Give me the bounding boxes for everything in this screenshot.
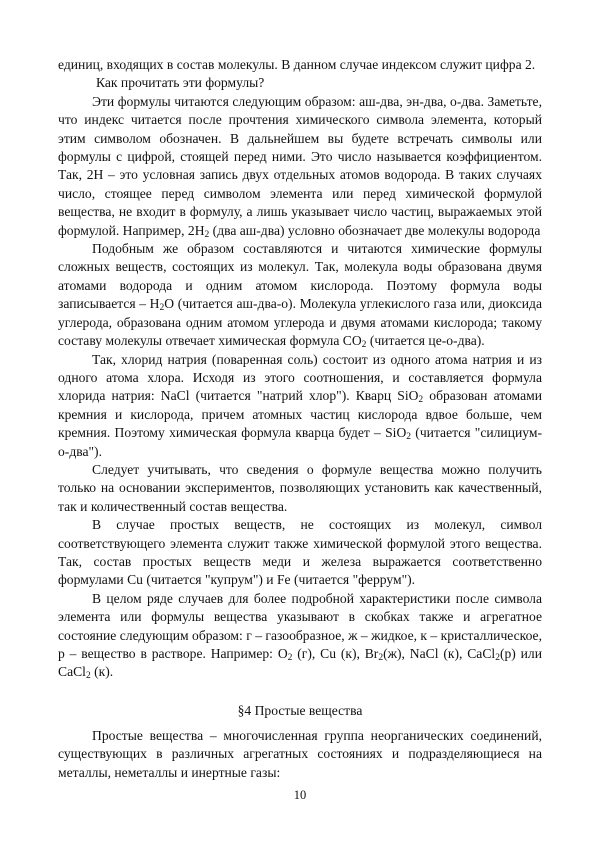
- paragraph-question: Как прочитать эти формулы?: [96, 75, 265, 91]
- page-number: 10: [293, 788, 307, 802]
- paragraph-1: единиц, входящих в состав молекулы. В данном случае индексом служит цифра 2.: [58, 57, 536, 72]
- section-paragraph: Простые вещества – многочисленная группа неорганических соединений, существующих в различных агрегатных состояниях и подразделяющиеся на металлы, неметаллы и инертные газы:: [58, 728, 542, 780]
- paragraph-sodium-chloride: Так, хлорид натрия (поваренная соль) состоит из одного атома натрия и из одного атома хлора. Исходя из этого соотношения, и составляется формула хлорида натрия: NaCl (читается "натрий хлор"). Кварц SiO$_2$ образован атомами кремния и кислорода, причем атомных частиц кислорода вдвое больше, чем кремния. Поэтому химическая формула кварца будет – SiO$_2$ (читается "силициум-о-два").: [58, 351, 542, 459]
- paragraph-complex-substances: Подобным же образом составляются и читаются химические формулы сложных веществ, состоящих из молекул. Так, молекула воды образована двумя атомами водорода и одним атомом кислорода. Поэтому формула воды записывается – $Н_2О$ (читается аш-два-о). Молекула углекислого газа или, диоксида углерода, образована одним атомом углерода и двумя атомами кислорода; такому составу молекулы отвечает химическая формула $СО_2$ (читается це-о-два).: [58, 241, 542, 351]
- paragraph-aggregate-state: В целом ряде случаев для более подробной характеристики после символа элемента или формулы вещества указывают в скобках также и агрегатное состояние следующим образом: г – газообразное, ж – жидкое, к – кристаллическое, р – вещество в растворе. Например: $O_2$ (г), Cu (к), $Br_2(ж)$, NaCl (к), CaCl$_2$(р) или CaCl$_2$ (к).: [58, 590, 542, 682]
- body-text: [58, 56, 542, 682]
- paragraph-simple-substances: В случае простых веществ, не состоящих из молекул, символ соответствующего элемента служит также химической формулой этого вещества. Так, состав простых веществ меди и железа выражается соответственно формулами Cu (читается "купрум") и Fe (читается "феррум").: [58, 517, 542, 588]
- paragraph-experiments: Следует учитывать, что сведения о формуле вещества можно получить только на основании экспериментов, позволяющих установить как качественный, так и количественный состав вещества.: [58, 461, 542, 514]
- section-heading: §4 Простые вещества: [237, 703, 363, 718]
- paragraph-formula-reading: Эти формулы читаются следующим образом: аш-два, эн-два, о-два. Заметьте, что индекс читается после прочтения химического символа элемента, который этим символом обозначен. В дальнейшем вы будете встречать символы или формулы с цифрой, стоящей перед ними. Это число называется коэффициентом. Так, 2Н – это условная запись двух отдельных атомов водорода. В таких случаях число, стоящее перед символом элемента или перед химической формулой вещества, не входит в формулу, а лишь указывает число частиц, выражаемых этой формулой. Например, $2Н_2$ (два аш-два) условно обозначает две молекулы водорода: [58, 93, 542, 240]
